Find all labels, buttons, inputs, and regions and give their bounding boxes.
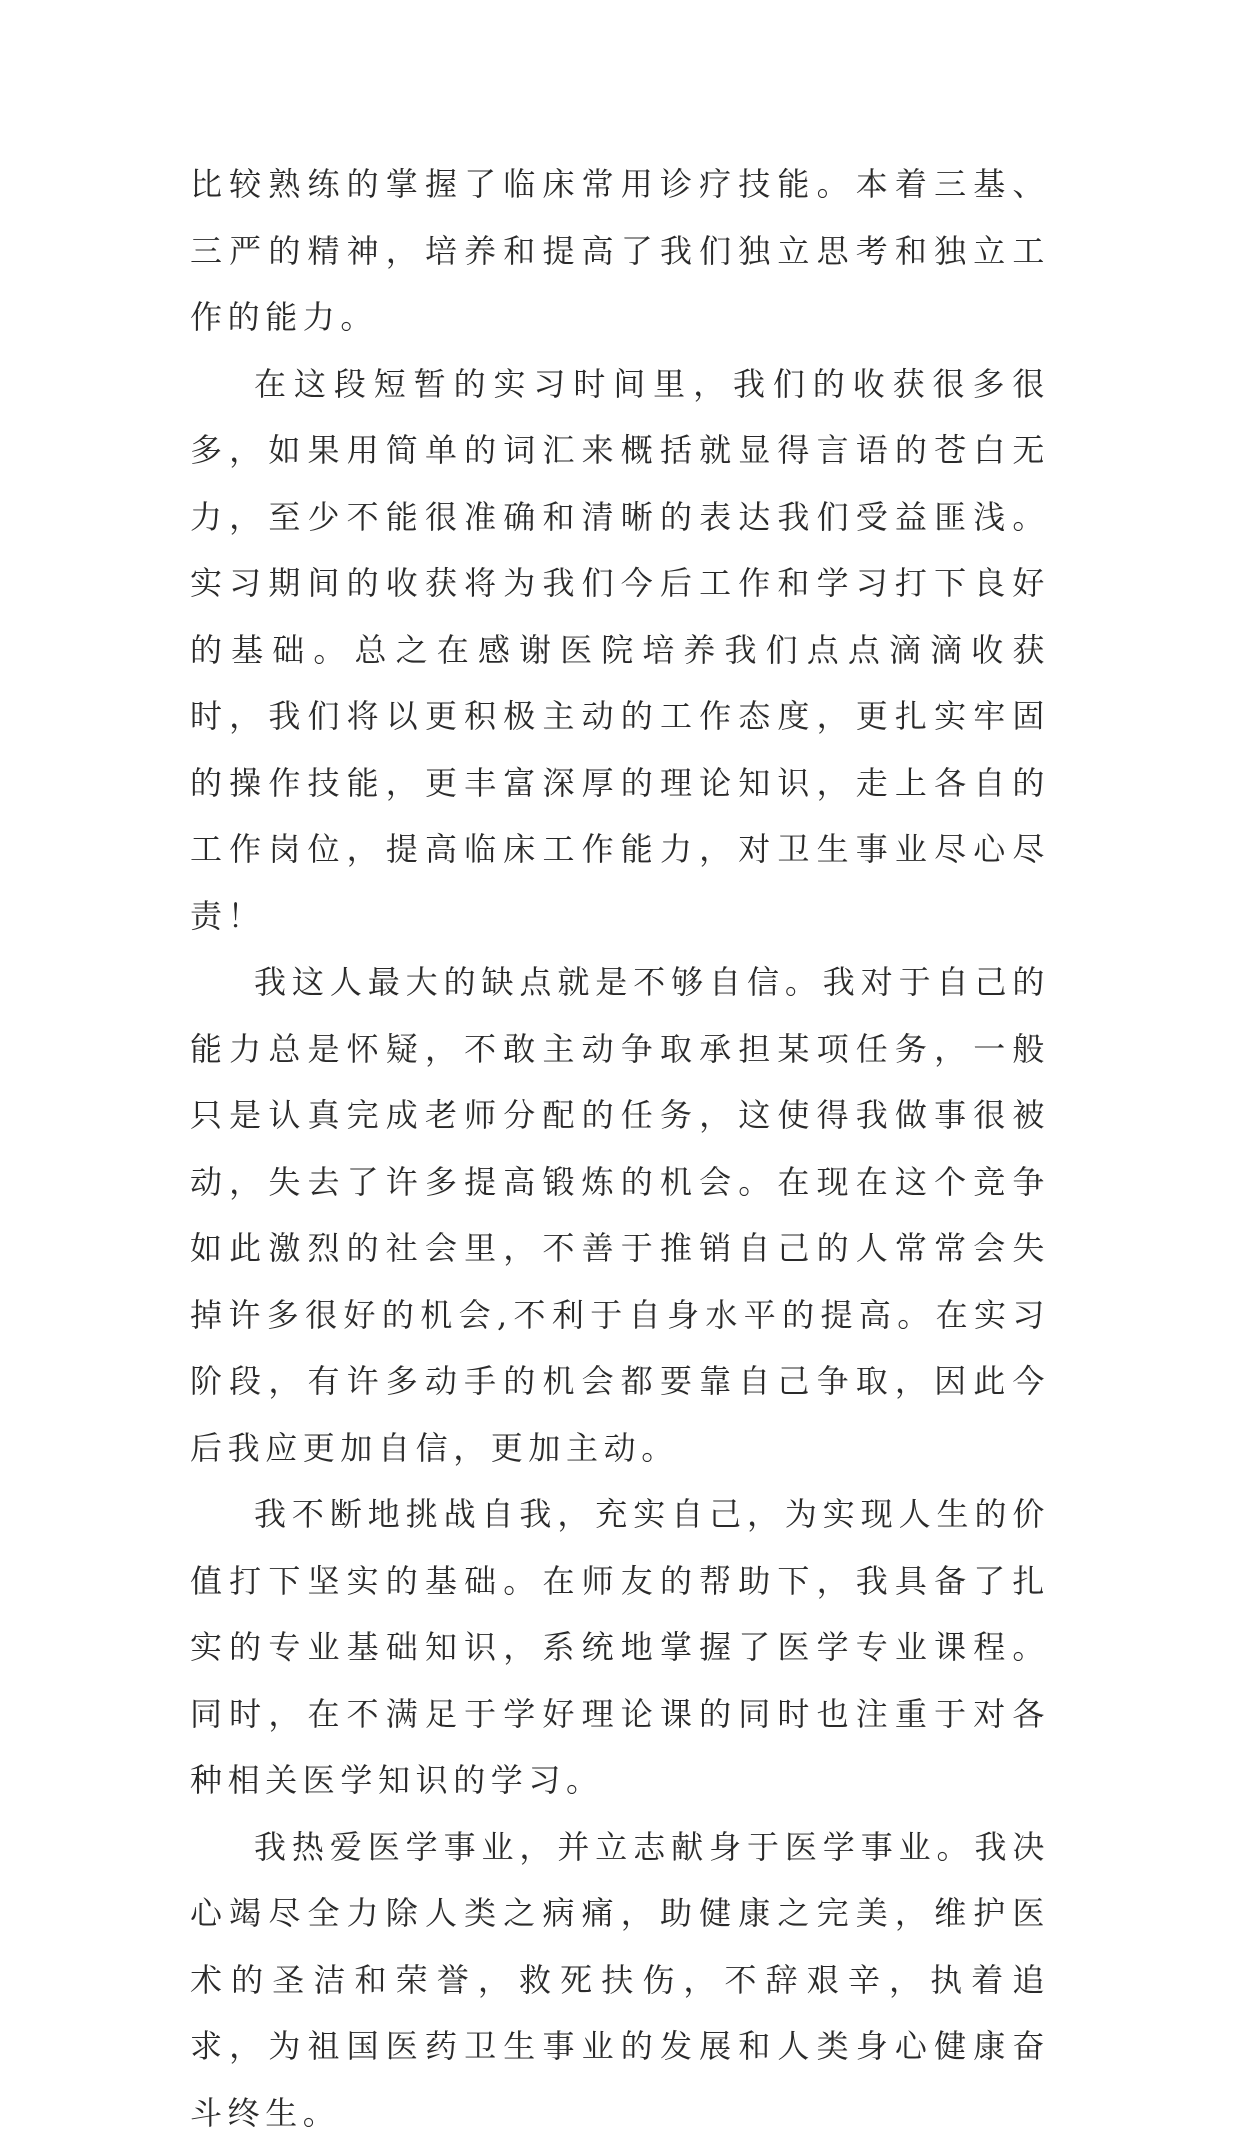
paragraph-1: 比较熟练的掌握了临床常用诊疗技能。本着三基、三严的精神，培养和提高了我们独立思考和独立工作的能力。 (190, 151, 1050, 351)
document-body (190, 151, 1050, 2146)
paragraph-3: 我这人最大的缺点就是不够自信。我对于自己的能力总是怀疑，不敢主动争取承担某项任务，一般只是认真完成老师分配的任务，这使得我做事很被动，失去了许多提高锻炼的机会。在现在这个竞争如此激烈的社会里，不善于推销自己的人常常会失掉许多很好的机会,不利于自身水平的提高。在实习阶段，有许多动手的机会都要靠自己争取，因此今后我应更加自信，更加主动。 (190, 949, 1050, 1481)
paragraph-2: 在这段短暂的实习时间里，我们的收获很多很多，如果用简单的词汇来概括就显得言语的苍白无力，至少不能很准确和清晰的表达我们受益匪浅。实习期间的收获将为我们今后工作和学习打下良好的基础。总之在感谢医院培养我们点点滴滴收获时，我们将以更积极主动的工作态度，更扎实牢固的操作技能，更丰富深厚的理论知识，走上各自的工作岗位，提高临床工作能力，对卫生事业尽心尽责！ (190, 351, 1050, 950)
paragraph-5: 我热爱医学事业，并立志献身于医学事业。我决心竭尽全力除人类之病痛，助健康之完美，维护医术的圣洁和荣誉，救死扶伤，不辞艰辛，执着追求，为祖国医药卫生事业的发展和人类身心健康奋斗终生。 (190, 1814, 1050, 2146)
paragraph-4: 我不断地挑战自我，充实自己，为实现人生的价值打下坚实的基础。在师友的帮助下，我具备了扎实的专业基础知识，系统地掌握了医学专业课程。同时，在不满足于学好理论课的同时也注重于对各种相关医学知识的学习。 (190, 1481, 1050, 1814)
